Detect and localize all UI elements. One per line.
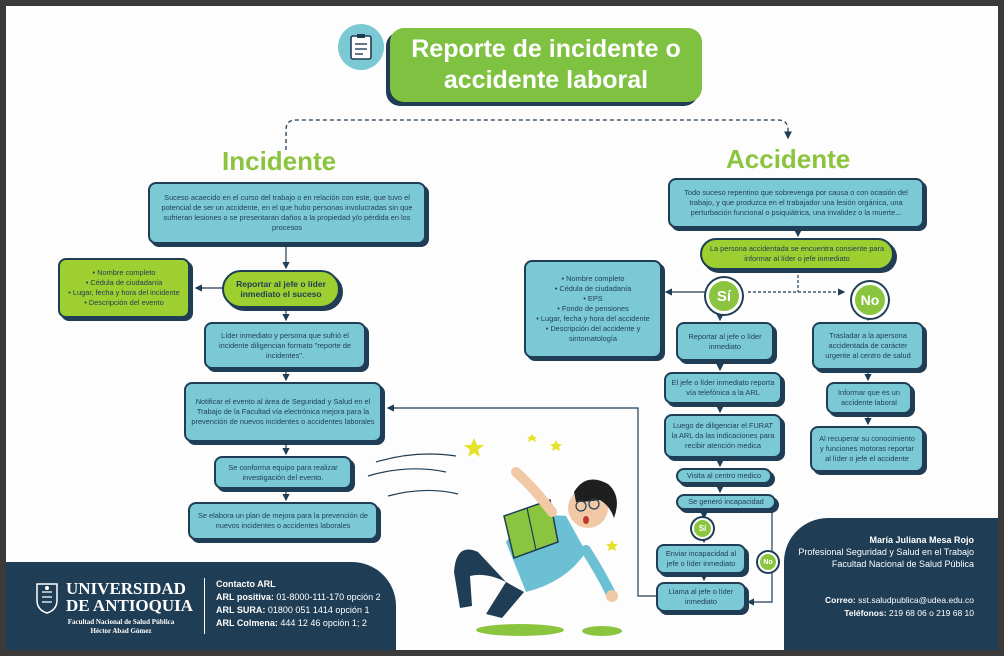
list-item: • Fondo de pensiones	[557, 304, 629, 313]
page-title	[390, 28, 702, 102]
accidente-data-list	[524, 260, 662, 358]
contact-person-role: Profesional Seguridad y Salud en el Trabajo	[798, 547, 974, 557]
no-step-1: Trasladar a la apersona accidentada de carácter urgente al centro de salud	[812, 322, 924, 370]
incidente-report-step: Reportar al jefe o líder inmediato el suceso	[222, 270, 340, 308]
phone-row: Teléfonos: 219 68 06 o 219 68 10	[844, 608, 974, 618]
contact-person-name: María Juliana Mesa Rojo	[869, 535, 974, 545]
arl-row: ARL positiva: 01-8000-111-170 opción 2	[216, 592, 381, 602]
si-step-2: El jefe o líder inmediato reporta vía telefónica a la ARL	[664, 372, 782, 404]
university-name-line2: DE ANTIOQUIA	[66, 596, 194, 615]
email-link[interactable]: sst.saludpublica@udea.edu.co	[858, 595, 974, 605]
list-item: • EPS	[583, 294, 603, 303]
list-item: • Descripción del accidente y sintomatología	[545, 324, 641, 343]
title-line-2: accidente laboral	[443, 66, 649, 94]
si-step-4: Visita al centro medico	[676, 468, 772, 484]
email-row: Correo: sst.saludpublica@udea.edu.co	[825, 595, 974, 605]
footer-right-panel	[784, 518, 998, 650]
incidente-heading: Incidente	[222, 146, 337, 176]
list-item: • Descripción del evento	[84, 298, 164, 307]
contact-person-faculty: Facultad Nacional de Salud Pública	[831, 559, 974, 569]
title-line-1: Reporte de incidente o	[411, 35, 681, 63]
list-item: • Lugar, fecha y hora del incidente	[68, 288, 180, 297]
list-item: • Lugar, fecha y hora del accidente	[536, 314, 650, 323]
yes-badge: Sí	[706, 278, 742, 314]
no-step-2: Informar que es un accidente laboral	[826, 382, 912, 414]
accidente-definition: Todo suceso repentino que sobrevenga por causa o con ocasión del trabajo, y que produzca en el trabajador una lesión orgánica, una perturbación funcional o psiquiátrica, una invalidez o la muerte...	[668, 178, 924, 228]
accidente-question: La persona accidentada se encuentra consiente para informar al líder o jefe inmediato	[700, 238, 894, 270]
incidente-step-1: Líder inmediato y persona que sufrió el incidente diligencian formato "reporte de incidentes".	[204, 322, 366, 369]
incidente-definition: Suceso acaecido en el curso del trabajo o en relación con este, que tuvo el potencial de ser un accidente, en el que hubo personas involucradas sin que sufrieran lesiones o se presentaran daños a la propiedad y/o pérdida en los procesos	[148, 182, 426, 244]
incap-yes-step: Enviar incapacidad al jefe o líder inmediato	[656, 544, 746, 574]
arl-row: ARL Colmena: 444 12 46 opción 1; 2	[216, 618, 367, 628]
list-item: • Nombre completo	[92, 268, 156, 277]
list-item: • Nombre completo	[561, 274, 625, 283]
si-step-5: Se generó incapacidad	[676, 494, 776, 510]
si-step-1: Reportar al jefe o líder inmediato	[676, 322, 774, 361]
university-seal-icon	[34, 582, 60, 614]
footer-left-panel	[6, 562, 396, 650]
university-name-line1: UNIVERSIDAD	[66, 579, 186, 598]
small-yes-badge: Sí	[692, 518, 713, 539]
falling-worker-illustration	[426, 432, 636, 650]
contact-title: Contacto ARL	[216, 579, 276, 589]
arl-row: ARL SURA: 01800 051 1414 opción 1	[216, 605, 370, 615]
faculty-line1: Facultad Nacional de Salud Pública	[67, 618, 175, 626]
faculty-line2: Héctor Abad Gómez	[90, 627, 152, 635]
incidente-data-list	[58, 258, 190, 318]
small-no-badge: No	[758, 552, 778, 572]
incidente-step-2: Notificar el evento al área de Seguridad y Salud en el Trabajo de la Facultad vía electrónica mejora para la prevención de nuevos incidentes o accidentes laborales	[184, 382, 382, 442]
accidente-heading: Accidente	[726, 144, 851, 174]
no-step-3: Al recuperar su conocimiento y funciones motoras reportar al líder o jefe el accidente	[810, 426, 924, 472]
clipboard-icon	[338, 24, 384, 70]
final-step: Llama al jefe o líder inmediato	[656, 582, 746, 612]
list-item: • Cédula de ciudadanía	[554, 284, 632, 293]
incidente-step-3: Se conforma equipo para realizar investigación del evento.	[214, 456, 352, 489]
list-item: • Cédula de ciudadanía	[85, 278, 163, 287]
si-step-3: Luego de diligenciar el FURAT la ARL da las indicaciones para recibir atención medica	[664, 414, 782, 458]
footer-divider	[204, 578, 205, 634]
incidente-step-4: Se elabora un plan de mejora para la prevención de nuevos incidentes o accidentes laborales	[188, 502, 378, 540]
no-badge: No	[852, 282, 888, 318]
infographic-page	[6, 6, 998, 650]
